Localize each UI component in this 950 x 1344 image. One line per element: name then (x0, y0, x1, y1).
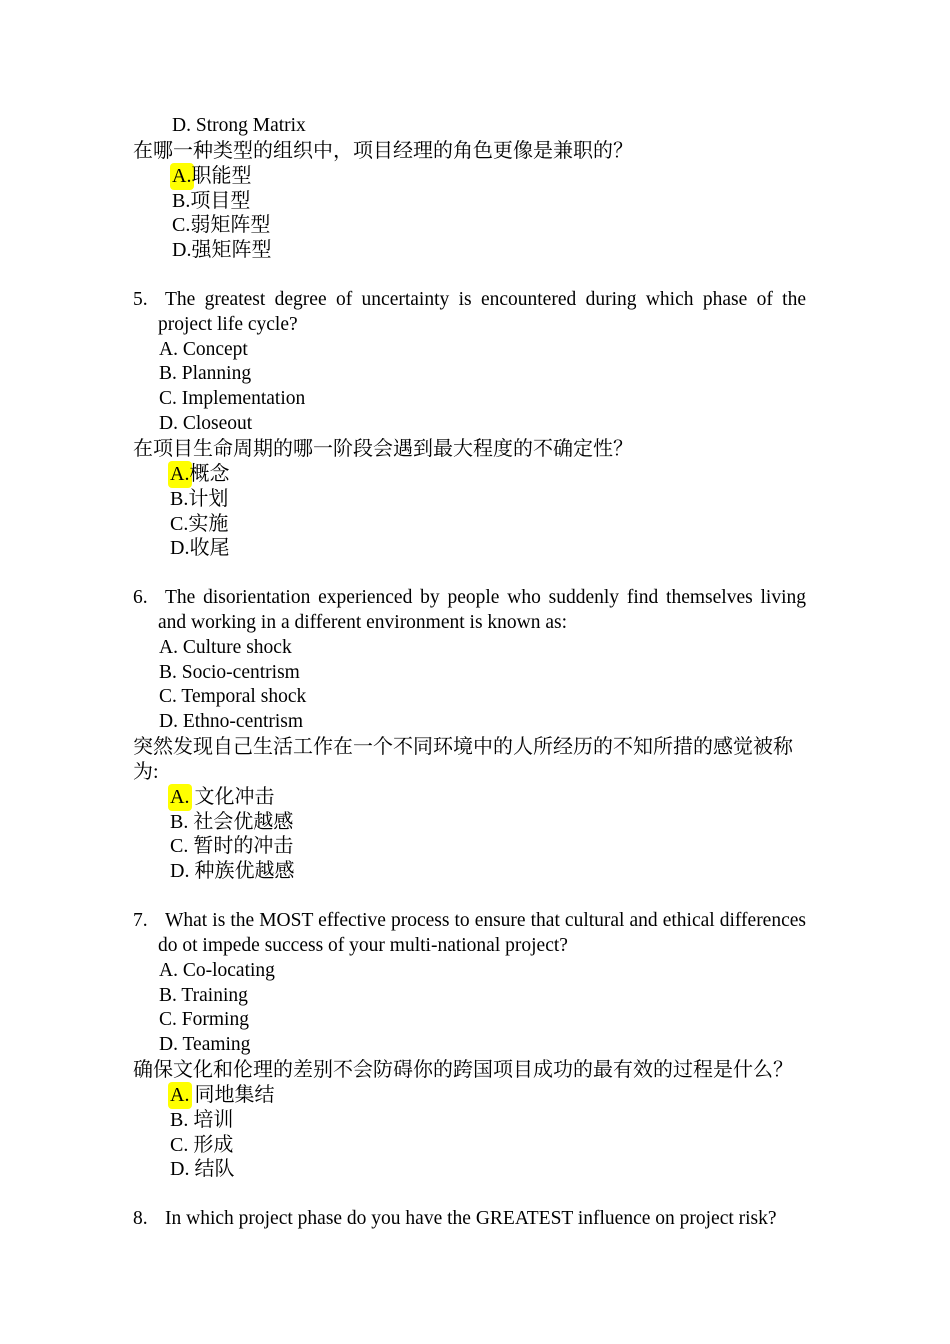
option-text: Forming (176, 1009, 249, 1031)
option-line-en (133, 685, 806, 710)
question-block-6 (133, 586, 806, 884)
question-block-8 (133, 1207, 806, 1232)
question-line-zh: 在项目生命周期的哪一阶段会遇到最大程度的不确定性？ (133, 437, 633, 460)
option-line-zh (133, 1083, 806, 1108)
option-label: D. (170, 860, 190, 883)
option-line-zh (133, 536, 806, 561)
question-number: 6. (133, 587, 148, 609)
answer-label-highlighted: A. (170, 163, 194, 190)
blank-line (133, 884, 806, 909)
option-label: D. (172, 239, 192, 262)
option-text: Co-locating (177, 959, 275, 981)
option-text: 暂时的冲击 (188, 835, 294, 858)
option-text: 强矩阵型 (191, 239, 272, 262)
option-line-zh (133, 213, 806, 238)
blank-line (133, 1182, 806, 1207)
question-number: 7. (133, 910, 148, 931)
option-text: 计划 (188, 487, 229, 510)
option-text: 弱矩阵型 (190, 214, 271, 237)
option-label: C. (172, 214, 191, 237)
option-line-zh (133, 1133, 806, 1158)
option-label: C. (170, 512, 189, 535)
option-line-en (133, 412, 806, 437)
question-line-en (133, 586, 806, 636)
option-label: C. (170, 1133, 189, 1156)
option-line-en (133, 338, 806, 363)
option-text: 文化冲击 (189, 785, 275, 808)
answer-label-highlighted: A. (168, 1082, 192, 1109)
option-label: B. (159, 363, 177, 385)
option-line-zh (133, 189, 806, 214)
option-label: C. (159, 686, 177, 708)
option-line-en (133, 710, 806, 735)
option-line-zh (133, 785, 806, 810)
question-block-7 (133, 909, 806, 1182)
option-label: D. (159, 1034, 178, 1056)
option-label: D. (159, 413, 178, 435)
blank-line (133, 561, 806, 586)
option-line-en (133, 362, 806, 387)
option-label: B. (170, 810, 189, 833)
option-label: B. (170, 487, 189, 510)
answer-label-highlighted: A. (168, 461, 192, 488)
question-number: 5. (133, 288, 148, 310)
option-label: D. (172, 115, 191, 136)
option-label: B. (172, 189, 191, 212)
option-text: 实施 (188, 512, 229, 535)
option-text: Implementation (176, 388, 306, 410)
option-label: A. (159, 338, 178, 360)
option-line-zh (133, 487, 806, 512)
option-label: C. (159, 388, 177, 410)
option-line-zh (133, 834, 806, 859)
option-text: 结队 (189, 1158, 235, 1181)
option-text: 培训 (188, 1108, 234, 1131)
option-text: Closeout (177, 413, 253, 435)
option-line-zh (133, 238, 806, 263)
option-line-en (133, 387, 806, 412)
option-text: 种族优越感 (189, 860, 295, 883)
option-label: A. (159, 636, 178, 658)
option-line-zh (133, 1157, 806, 1182)
question-block-5 (133, 288, 806, 561)
option-label: D. (170, 537, 190, 560)
option-text: 收尾 (189, 537, 230, 560)
option-line-en (133, 114, 806, 139)
question-line-en (133, 1207, 806, 1232)
option-label: A. (159, 959, 178, 981)
option-text: 社会优越感 (188, 810, 294, 833)
option-line-en (133, 1033, 806, 1058)
question-line-zh: 确保文化和伦理的差别不会防碍你的跨国项目成功的最有效的过程是什么？ (133, 1059, 793, 1082)
option-line-zh (133, 859, 806, 884)
option-text: 项目型 (190, 189, 251, 212)
option-line-zh (133, 164, 806, 189)
question-line-en (133, 909, 806, 959)
option-label: C. (170, 835, 189, 858)
option-text: 同地集结 (189, 1083, 275, 1106)
blank-line (133, 263, 806, 288)
option-label: B. (170, 1108, 189, 1131)
option-label: C. (159, 1009, 177, 1031)
option-text: 概念 (189, 462, 230, 485)
option-text: 职能型 (191, 164, 252, 187)
option-label: D. (159, 711, 178, 733)
option-line-zh (133, 512, 806, 537)
option-label: B. (159, 984, 177, 1006)
exam-content (133, 114, 806, 1232)
option-line-en (133, 661, 806, 686)
question-block-4-tail (133, 114, 806, 263)
option-text: 形成 (188, 1133, 234, 1156)
option-label: B. (159, 661, 177, 683)
option-text: Planning (176, 363, 252, 385)
option-text: Teaming (177, 1034, 251, 1056)
question-text: The greatest degree of uncertainty is encountered during which phase of the project life cycle? (158, 288, 806, 335)
option-text: Socio-centrism (176, 661, 300, 683)
option-text: Ethno-centrism (177, 711, 304, 733)
question-text: The disorientation experienced by people who suddenly find themselves living and working in a different environment is known as: (158, 587, 806, 633)
option-text: Culture shock (177, 636, 292, 658)
option-line-en (133, 1008, 806, 1033)
option-text: Concept (177, 338, 248, 360)
option-line-en (133, 959, 806, 984)
option-text: Training (176, 984, 248, 1006)
option-line-zh (133, 462, 806, 487)
question-text: In which project phase do you have the GREATEST influence on project risk? (165, 1208, 777, 1230)
answer-label-highlighted: A. (168, 784, 192, 811)
option-line-en (133, 636, 806, 661)
question-text: What is the MOST effective process to ensure that cultural and ethical differences do ot impede success of your multi-national project? (158, 910, 806, 956)
question-line-zh: 在哪一种类型的组织中，项目经理的角色更像是兼职的？ (133, 139, 633, 162)
question-line-zh: 突然发现自己生活工作在一个不同环境中的人所经历的不知所措的感觉被称为: (133, 736, 793, 783)
question-number: 8. (133, 1208, 148, 1230)
option-text: Strong Matrix (190, 115, 306, 136)
option-text: Temporal shock (176, 686, 307, 708)
option-line-zh (133, 1108, 806, 1133)
option-line-en (133, 984, 806, 1009)
option-line-zh (133, 810, 806, 835)
option-label: D. (170, 1158, 190, 1181)
question-line-en (133, 288, 806, 338)
